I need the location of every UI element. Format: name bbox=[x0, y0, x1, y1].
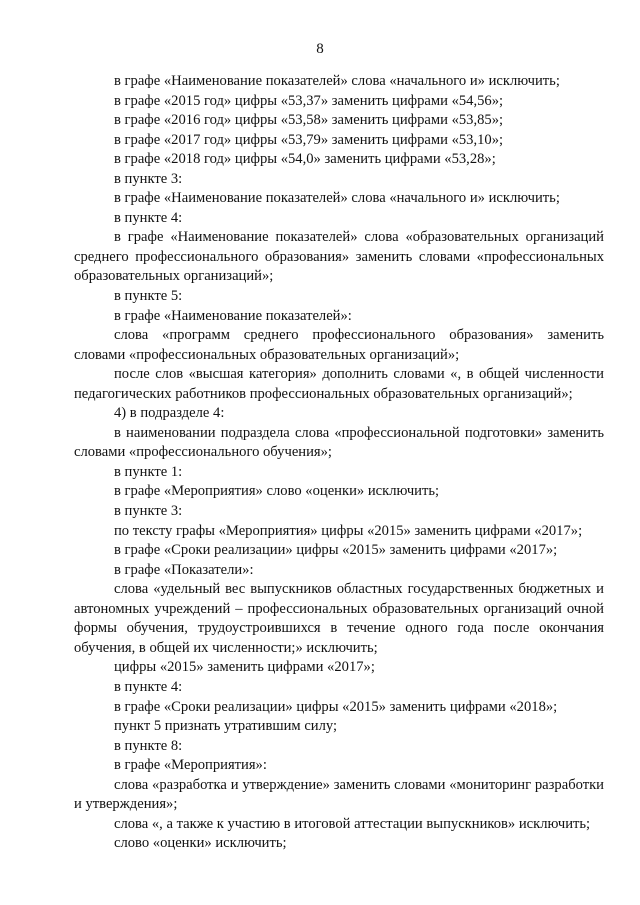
paragraph: цифры «2015» заменить цифрами «2017»; bbox=[114, 659, 375, 676]
paragraph: в графе «Наименование показателей» слова «начального и» исключить; bbox=[114, 73, 560, 89]
paragraph: в графе «Сроки реализации» цифры «2015» заменить цифрами «2018»; bbox=[114, 698, 558, 715]
paragraph: в пункте 3: bbox=[114, 503, 183, 520]
paragraph: в графе «Показатели»: bbox=[114, 561, 254, 578]
paragraph: в графе «Мероприятия» слово «оценки» исключить; bbox=[114, 483, 440, 500]
paragraph: слова «разработка и утверждение» заменить словами «мониторинг разработки и утверждения»; bbox=[74, 776, 604, 813]
paragraph: после слов «высшая категория» дополнить словами «, в общей численности педагогических работников профессиональных образовательных организаций»; bbox=[74, 366, 604, 402]
paragraph: в графе «Наименование показателей» слова «начального и» исключить; bbox=[114, 190, 560, 207]
paragraph: в графе «Сроки реализации» цифры «2015» заменить цифрами «2017»; bbox=[114, 542, 558, 559]
paragraph: пункт 5 признать утратившим силу; bbox=[114, 718, 338, 735]
paragraph: в графе «2018 год» цифры «54,0» заменить цифрами «53,28»; bbox=[114, 151, 496, 168]
paragraph: слова «удельный вес выпускников областных государственных бюджетных и автономных учреждений – профессиональных образовательных организаций очной формы обучения, трудоустроившихся в течение одного года после окончания обучения, в общей их численности;» исключить; bbox=[74, 581, 604, 656]
paragraph: в графе «2015 год» цифры «53,37» заменить цифрами «54,56»; bbox=[114, 92, 504, 109]
paragraph: в пункте 8: bbox=[114, 737, 183, 754]
paragraph: слова «, а также к участию в итоговой аттестации выпускников» исключить; bbox=[114, 815, 591, 832]
paragraph: в пункте 4: bbox=[114, 678, 183, 695]
paragraph: в графе «2017 год» цифры «53,79» заменить цифрами «53,10»; bbox=[114, 131, 504, 148]
paragraph: слово «оценки» исключить; bbox=[114, 835, 287, 852]
paragraph: в графе «Мероприятия»: bbox=[114, 757, 267, 774]
paragraph: в пункте 3: bbox=[114, 170, 183, 187]
paragraph: в пункте 1: bbox=[114, 463, 183, 480]
document-body bbox=[74, 72, 604, 854]
paragraph: слова «программ среднего профессионального образования» заменить словами «профессиональных образовательных организаций»; bbox=[74, 327, 604, 363]
page-number: 8 bbox=[316, 41, 324, 57]
paragraph: по тексту графы «Мероприятия» цифры «2015» заменить цифрами «2017»; bbox=[114, 522, 583, 539]
paragraph: в пункте 5: bbox=[114, 288, 183, 305]
paragraph: в графе «2016 год» цифры «53,58» заменить цифрами «53,85»; bbox=[114, 112, 504, 129]
paragraph: в графе «Наименование показателей» слова «образовательных организаций среднего профессионального образования» заменить словами «профессиональных образовательных организаций»; bbox=[74, 229, 604, 285]
paragraph: в пункте 4: bbox=[114, 209, 183, 226]
paragraph: в наименовании подраздела слова «профессиональной подготовки» заменить словами «профессионального обучения»; bbox=[74, 424, 604, 461]
paragraph: 4) в подразделе 4: bbox=[114, 405, 225, 422]
paragraph: в графе «Наименование показателей»: bbox=[114, 307, 352, 324]
